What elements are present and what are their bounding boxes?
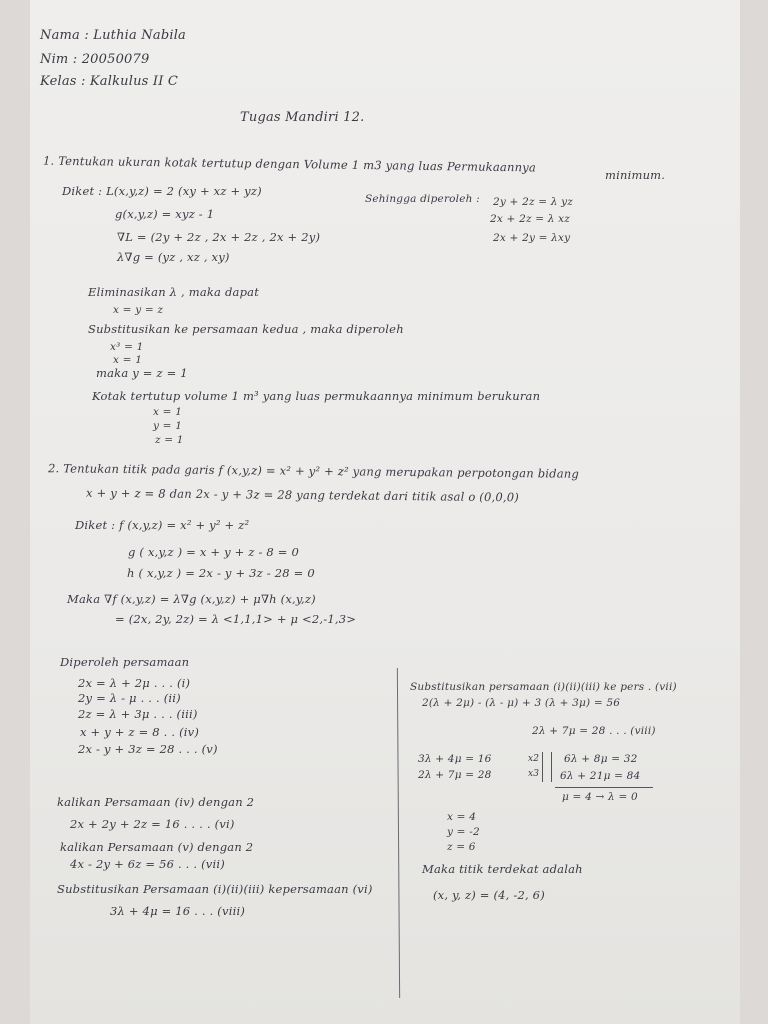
q1-diket: Diket : L(x,y,z) = 2 (xy + xz + yz) xyxy=(62,184,262,198)
q2-substitusi-vi: Substitusikan Persamaan (i)(ii)(iii) kepersamaan (vi) xyxy=(57,882,373,896)
q1-result-x: x = 1 xyxy=(153,406,183,418)
q2-substitusi-vi-result: 3λ + 4μ = 16 . . . (viii) xyxy=(110,904,246,918)
q1-sehingga: Sehingga diperoleh : xyxy=(365,193,480,205)
q1-eq3: 2x + 2y = λxy xyxy=(493,232,571,244)
q1-maka: maka y = z = 1 xyxy=(96,366,188,380)
q2-prompt-line1: 2. Tentukan titik pada garis f (x,y,z) = x² + y² + z² yang merupakan perpotongan bidang xyxy=(47,461,580,481)
q2-g: g ( x,y,z ) = x + y + z - 8 = 0 xyxy=(128,545,299,559)
q2-system-eq2: 2λ + 7μ = 28 xyxy=(418,769,492,781)
q2-eq-v: 2x - y + 3z = 28 . . . (v) xyxy=(78,742,218,756)
q2-system-eq1: 3λ + 4μ = 16 xyxy=(418,753,492,765)
q2-prompt-line2: x + y + z = 8 dan 2x - y + 3z = 28 yang terdekat dari titik asal o (0,0,0) xyxy=(85,485,520,505)
q1-substitusi: Substitusikan ke persamaan kedua , maka diperoleh xyxy=(88,322,404,336)
q2-h: h ( x,y,z ) = 2x - y + 3z - 28 = 0 xyxy=(127,566,315,580)
page-title: Tugas Mandiri 12. xyxy=(240,110,365,125)
q2-multiplier-2: x2 xyxy=(528,754,540,764)
q1-result-y: y = 1 xyxy=(153,420,183,432)
q1-grad-g: λ∇g = (yz , xz , xy) xyxy=(117,250,230,264)
q2-substitusi-vii: Substitusikan persamaan (i)(ii)(iii) ke pers . (vii) xyxy=(410,681,677,693)
subtraction-line xyxy=(555,787,653,788)
q2-maka-vector: = (2x, 2y, 2z) = λ <1,1,1> + μ <2,-1,3> xyxy=(115,612,357,626)
multiplier-brace xyxy=(542,752,552,782)
q2-result-eq2: 6λ + 21μ = 84 xyxy=(560,770,641,782)
q2-z-value: z = 6 xyxy=(447,841,476,853)
student-nim: Nim : 20050079 xyxy=(40,52,150,67)
q2-final-answer: (x, y, z) = (4, -2, 6) xyxy=(433,888,545,902)
q1-eliminasi: Eliminasikan λ , maka dapat xyxy=(88,285,260,299)
q2-maka-titik: Maka titik terdekat adalah xyxy=(422,862,583,876)
q1-prompt-line2: minimum. xyxy=(605,168,666,182)
q2-result-mu-lambda: μ = 4 → λ = 0 xyxy=(562,791,638,803)
q1-eq1: 2y + 2z = λ yz xyxy=(493,196,574,208)
q2-multiplier-3: x3 xyxy=(528,769,540,779)
q1-x-cubed: x³ = 1 xyxy=(110,341,144,353)
student-class: Kelas : Kalkulus II C xyxy=(40,74,179,89)
q2-eq-i: 2x = λ + 2μ . . . (i) xyxy=(78,676,191,690)
q2-eq-ii: 2y = λ - μ . . . (ii) xyxy=(78,691,181,705)
q2-kali-v: kalikan Persamaan (v) dengan 2 xyxy=(60,840,254,854)
q2-kali-iv-result: 2x + 2y + 2z = 16 . . . . (vi) xyxy=(70,817,235,831)
q2-result-eq1: 6λ + 8μ = 32 xyxy=(564,753,638,765)
q2-y-value: y = -2 xyxy=(447,826,480,838)
student-name: Nama : Luthia Nabila xyxy=(40,28,187,43)
q2-x-value: x = 4 xyxy=(447,811,477,823)
q1-eq2: 2x + 2z = λ xz xyxy=(490,213,571,225)
q2-eq-iii: 2z = λ + 3μ . . . (iii) xyxy=(78,707,198,721)
q1-prompt-line1: 1. Tentukan ukuran kotak tertutup dengan Volume 1 m3 yang luas Permukaannya xyxy=(42,153,537,175)
q2-maka-grad: Maka ∇f (x,y,z) = λ∇g (x,y,z) + μ∇h (x,y,z) xyxy=(67,592,316,606)
q1-x-equals: x = 1 xyxy=(113,354,143,366)
q2-diket: Diket : f (x,y,z) = x² + y² + z² xyxy=(75,518,250,532)
q1-eliminasi-result: x = y = z xyxy=(113,304,164,316)
q1-g: g(x,y,z) = xyz - 1 xyxy=(115,207,215,221)
q2-eq-iv: x + y + z = 8 . . (iv) xyxy=(80,725,200,739)
q2-substitusi-vii-eq: 2(λ + 2μ) - (λ - μ) + 3 (λ + 3μ) = 56 xyxy=(422,697,621,709)
q2-substitusi-vii-result: 2λ + 7μ = 28 . . . (viii) xyxy=(532,725,656,737)
q1-result-z: z = 1 xyxy=(155,434,184,446)
q2-kali-iv: kalikan Persamaan (iv) dengan 2 xyxy=(57,795,255,809)
q1-kesimpulan: Kotak tertutup volume 1 m³ yang luas permukaannya minimum berukuran xyxy=(92,389,541,403)
q1-grad-l: ∇L = (2y + 2z , 2x + 2z , 2x + 2y) xyxy=(117,230,321,244)
q2-kali-v-result: 4x - 2y + 6z = 56 . . . (vii) xyxy=(70,857,225,871)
q2-diperoleh: Diperoleh persamaan xyxy=(60,655,190,669)
